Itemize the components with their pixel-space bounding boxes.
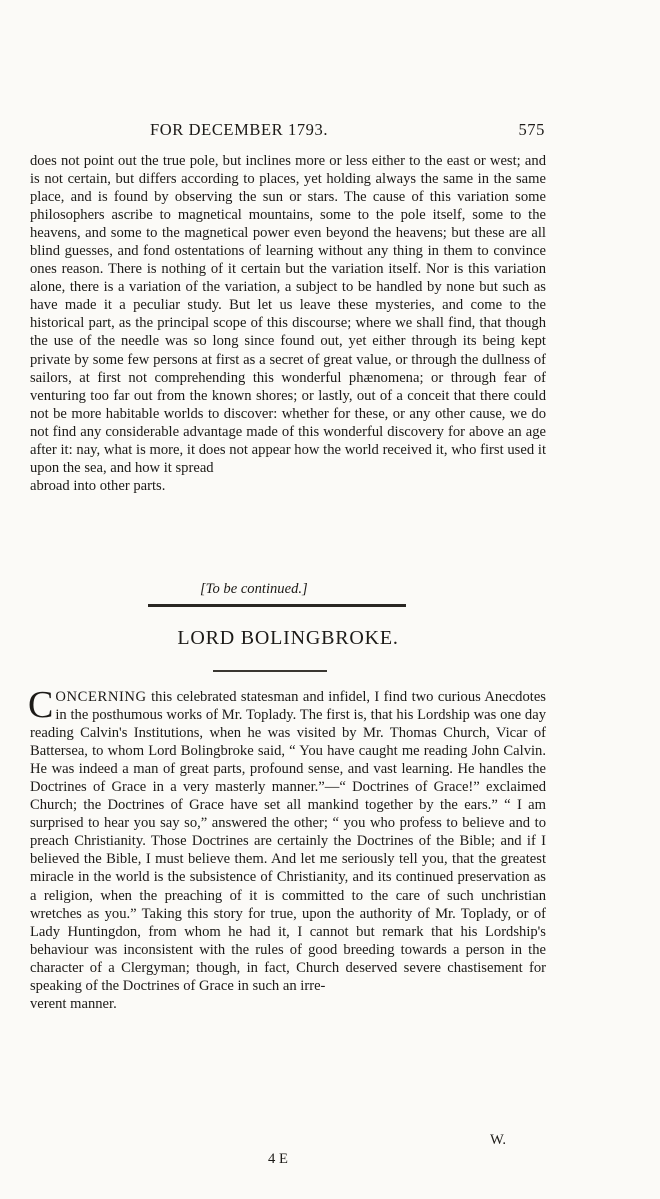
- heading-underline-rule: [213, 670, 327, 672]
- paragraph-bolingbroke: [28, 684, 546, 995]
- paragraph-compass-last-line: abroad into other parts.: [30, 477, 166, 494]
- paragraph-bolingbroke-last-line: verent manner.: [30, 995, 117, 1012]
- printer-signature-mark: 4 E: [268, 1151, 288, 1167]
- paragraph-bolingbroke-text: this celebrated statesman and infidel, I find two curious Anecdotes in the posthumous works of Mr. Toplady. The first is, that his Lordship was one day reading Calvin's Institutions, when he was visited by Mr. Thomas Church, Vicar of Battersea, to whom Lord Bolingbroke said, “ You have caught me reading John Calvin. He was indeed a man of great parts, profound sense, and vast learning. He handles the Doctrines of Grace in a very masterly manner.”—“ Doctrines of Grace!” exclaimed Church; the Doctrines of Grace have set all mankind together by the ears.” “ I am surprised to hear you say so,” answered the other; “ you who profess to believe and to preach Christianity. Those Doctrines are certainly the Doctrines of the Bible; and if I believed the Bible, I must believe them. And let me seriously tell you, that the greatest miracle in the world is the subsistence of Christianity, and its continued preservation as a religion, when the preaching of it is committed to the care of such unchristian wretches as you.” Taking this story for true, upon the authority of Mr. Toplady, or of Lady Huntingdon, from whom he had it, I cannot but remark that his Lordship's behaviour was inconsistent with the rules of good breeding towards a person in the character of a Clergyman; though, in fact, Church deserved severe chastisement for speaking of the Doctrines of Grace in such an irre-: [30, 689, 546, 994]
- author-signature: W.: [490, 1132, 507, 1148]
- paragraph-compass: does not point out the true pole, but inclines more or less either to the east or west; and is not certain, but differs according to places, yet holding always the same in the same place, and is found by observing the sun or stars. The cause of this variation some philosophers ascribe to magnetical mountains, some to the pole itself, some to the heavens, and some to the magnetical power even beyond the heavens; but these are all blind guesses, and fond ostentations of learning without any thing in them to convince ones reason. There is nothing of it certain but the variation itself. Nor is this variation alone, there is a variation of the variation, a subject to be handled by none but such as have made it a peculiar study. But let us leave these mysteries, and come to the historical part, as the principal scope of this discourse; where we shall find, that though the use of the needle was so long since found out, yet either through its being kept private by some few persons at first as a secret of great value, or through the dullness of sailors, at first not comprehending this wonderful phænomena; or through fear of venturing too far out from the known shores; or lastly, out of a conceit that there could not be more habitable worlds to discover: whether for these, or any other cause, we do not find any considerable advantage made of this wonderful discovery for above an age after it: nay, what is more, it does not appear how the world received it, who first used it upon the sea, and how it spread: [30, 153, 546, 476]
- running-head-title: FOR DECEMBER 1793.: [150, 120, 329, 139]
- section-divider-rule: [148, 604, 406, 607]
- article-heading: LORD BOLINGBROKE.: [177, 627, 399, 649]
- article-compass-continuation: [30, 152, 546, 495]
- drop-cap: C: [28, 684, 54, 726]
- to-be-continued-note: [To be continued.]: [200, 581, 308, 597]
- article-bolingbroke: [28, 684, 546, 1013]
- lead-word: ONCERNING: [55, 689, 147, 705]
- page-number: 575: [518, 120, 545, 139]
